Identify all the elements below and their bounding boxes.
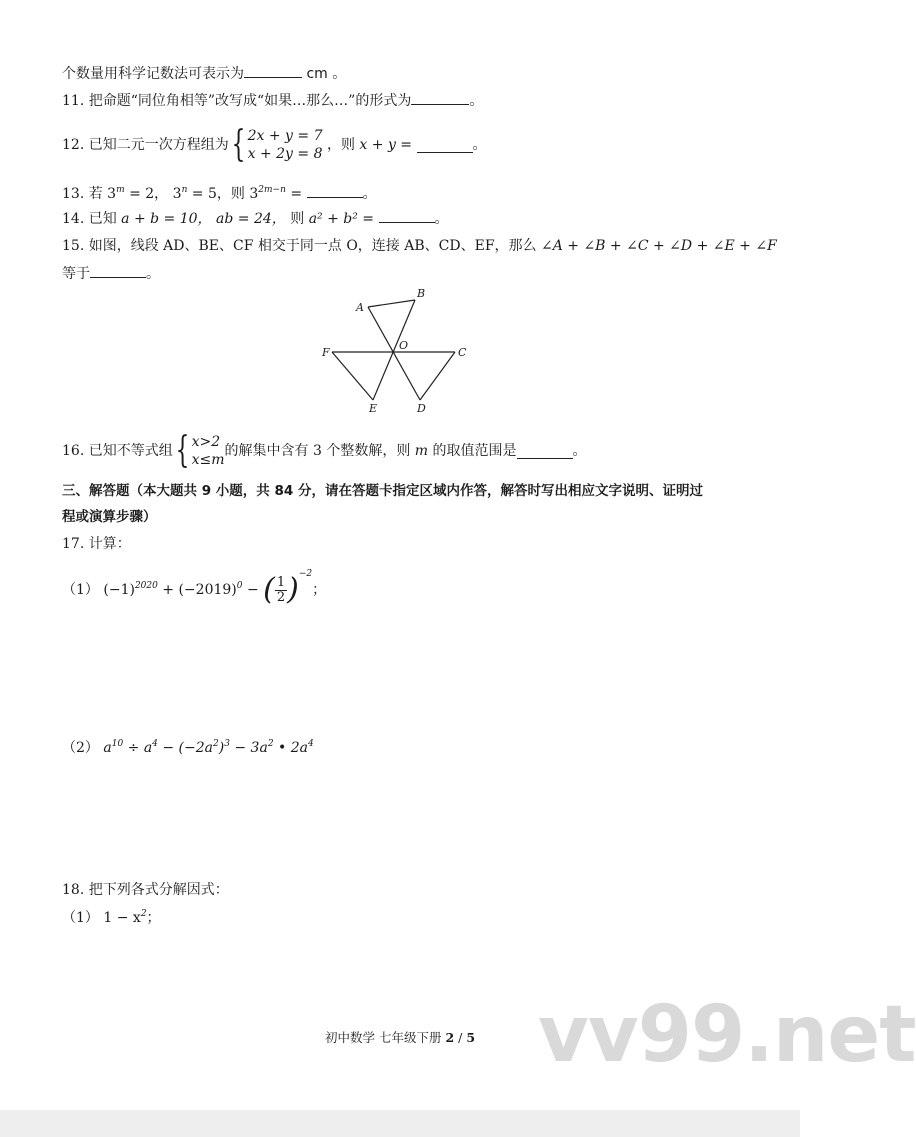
q12-expr: x + y = <box>359 137 413 153</box>
footer-page: 2 <box>445 1030 455 1045</box>
segment-ad <box>368 307 420 400</box>
answer-blank[interactable] <box>307 183 363 198</box>
answer-blank[interactable] <box>417 138 473 153</box>
q18-p1-expr: $1 - x^2$ <box>103 909 147 926</box>
q17-p2-expr: $a^{10} \div a^4 - (-2a^2)^3 - 3a^2$ • $2a^4$ <box>103 739 314 756</box>
q18-p1-end: ； <box>146 910 161 926</box>
q17-p1-end: ； <box>312 582 327 598</box>
q16 <box>62 430 587 471</box>
inequality-system <box>192 433 225 469</box>
label-o: O <box>399 339 409 352</box>
footer-total: 5 <box>466 1030 476 1045</box>
q17-title: 17. 计算： <box>62 536 131 552</box>
label-e: E <box>369 402 378 415</box>
q13 <box>62 183 377 204</box>
brace-icon: { <box>175 430 190 471</box>
q13-val1: = 2， <box>124 186 169 202</box>
footer-grade: 七年级下册 <box>378 1030 442 1045</box>
watermark: vv99.net <box>538 990 916 1080</box>
q18-title: 18. 把下列各式分解因式： <box>62 882 229 898</box>
equation-system <box>248 127 323 163</box>
q14-expr3: a² + b² = <box>308 211 375 227</box>
q12-prefix: 12. 已知二元一次方程组为 <box>62 137 229 153</box>
segment-ef <box>332 352 373 400</box>
section3-heading: 三、解答题（本大题共 9 小题，共 84 分，请在答题卡指定区域内作答，解答时写出相应文字说明、证明过 <box>62 483 703 499</box>
footer-course: 初中数学 <box>324 1030 375 1045</box>
q18-p1-label: （1） <box>62 910 99 926</box>
power-3n: 3$^n$ <box>172 185 188 202</box>
q14-mid: 则 <box>290 211 305 227</box>
q18-part1 <box>62 908 161 928</box>
q15-end: 。 <box>146 266 160 282</box>
segment-ab <box>368 300 415 307</box>
equation-2: x + 2y = 8 <box>247 146 323 162</box>
label-f: F <box>322 346 330 359</box>
q17-p1-label: （1） <box>62 582 99 598</box>
q10-text: 个数量用科学记数法可表示为 <box>62 66 244 82</box>
q17-p2-label: （2） <box>62 740 99 756</box>
q16-end: 。 <box>572 443 587 459</box>
q14-expr1: a + b = 10， <box>121 211 212 227</box>
power-3-2m-n: $3^{2m-n}$ <box>249 185 286 202</box>
q15-line1 <box>62 236 777 256</box>
brace-icon: { <box>231 124 246 165</box>
geometry-figure <box>320 285 480 420</box>
answer-blank[interactable] <box>517 444 573 459</box>
footer-sep: / <box>458 1030 463 1045</box>
section3-heading-cont: 程或演算步骤） <box>62 509 157 525</box>
q16-mid: 的解集中含有 3 个整数解，则 <box>224 443 411 459</box>
segment-be <box>373 300 415 400</box>
answer-blank[interactable] <box>379 208 435 223</box>
label-d: D <box>417 402 426 415</box>
inequality-2: x≤m <box>191 452 225 468</box>
q15-line2 <box>62 263 160 284</box>
q16-var: m <box>414 443 429 459</box>
q17-part1 <box>62 569 327 608</box>
q12-end: 。 <box>472 137 487 153</box>
q14-prefix: 14. 已知 <box>62 211 117 227</box>
answer-blank[interactable] <box>411 90 469 105</box>
q13-val3: = <box>285 186 303 202</box>
page-footer <box>0 1028 800 1046</box>
q10-tail <box>62 63 346 84</box>
fraction-half: $\frac{1}{2}$ <box>276 574 286 605</box>
q14 <box>62 208 449 229</box>
inequality-1: x>2 <box>191 434 221 450</box>
q15-line2-text: 等于 <box>62 266 90 282</box>
q17-part2 <box>62 738 314 758</box>
q16-prefix: 16. 已知不等式组 <box>62 443 173 459</box>
segment-cd <box>420 352 455 400</box>
answer-blank[interactable] <box>90 263 146 278</box>
q13-end: 。 <box>362 186 377 202</box>
label-a: A <box>356 301 364 314</box>
q14-expr2: ab = 24， <box>216 211 286 227</box>
q15-text: 15. 如图，线段 AD、BE、CF 相交于同一点 O，连接 AB、CD、EF，那么 <box>62 238 537 254</box>
q11 <box>62 90 483 111</box>
q11-end: 。 <box>469 93 484 109</box>
equation-1: 2x + y = 7 <box>247 128 323 144</box>
q12 <box>62 124 487 165</box>
label-b: B <box>417 287 426 300</box>
answer-blank[interactable] <box>244 63 302 78</box>
q13-val2: = 5，则 <box>187 186 245 202</box>
viewer-bottom-strip <box>0 1110 800 1137</box>
q17-p1-expr: $(-1)^{2020} + (-2019)^0$ − ( $\frac{1}{2}$ )$^{-2}$ <box>103 569 313 607</box>
q13-prefix: 13. 若 <box>62 186 103 202</box>
q15-angles: ∠A + ∠B + ∠C + ∠D + ∠E + ∠F <box>540 238 777 254</box>
q10-end: 。 <box>332 66 347 82</box>
q11-text: 11. 把命题“同位角相等”改写成“如果…那么…”的形式为 <box>62 93 412 109</box>
q16-suffix: 的取值范围是 <box>432 443 517 459</box>
q12-mid: ，则 <box>326 137 355 153</box>
power-3m: 3$^m$ <box>107 185 125 202</box>
q14-end: 。 <box>434 211 449 227</box>
q10-unit: cm <box>306 66 328 82</box>
label-c: C <box>458 346 467 359</box>
